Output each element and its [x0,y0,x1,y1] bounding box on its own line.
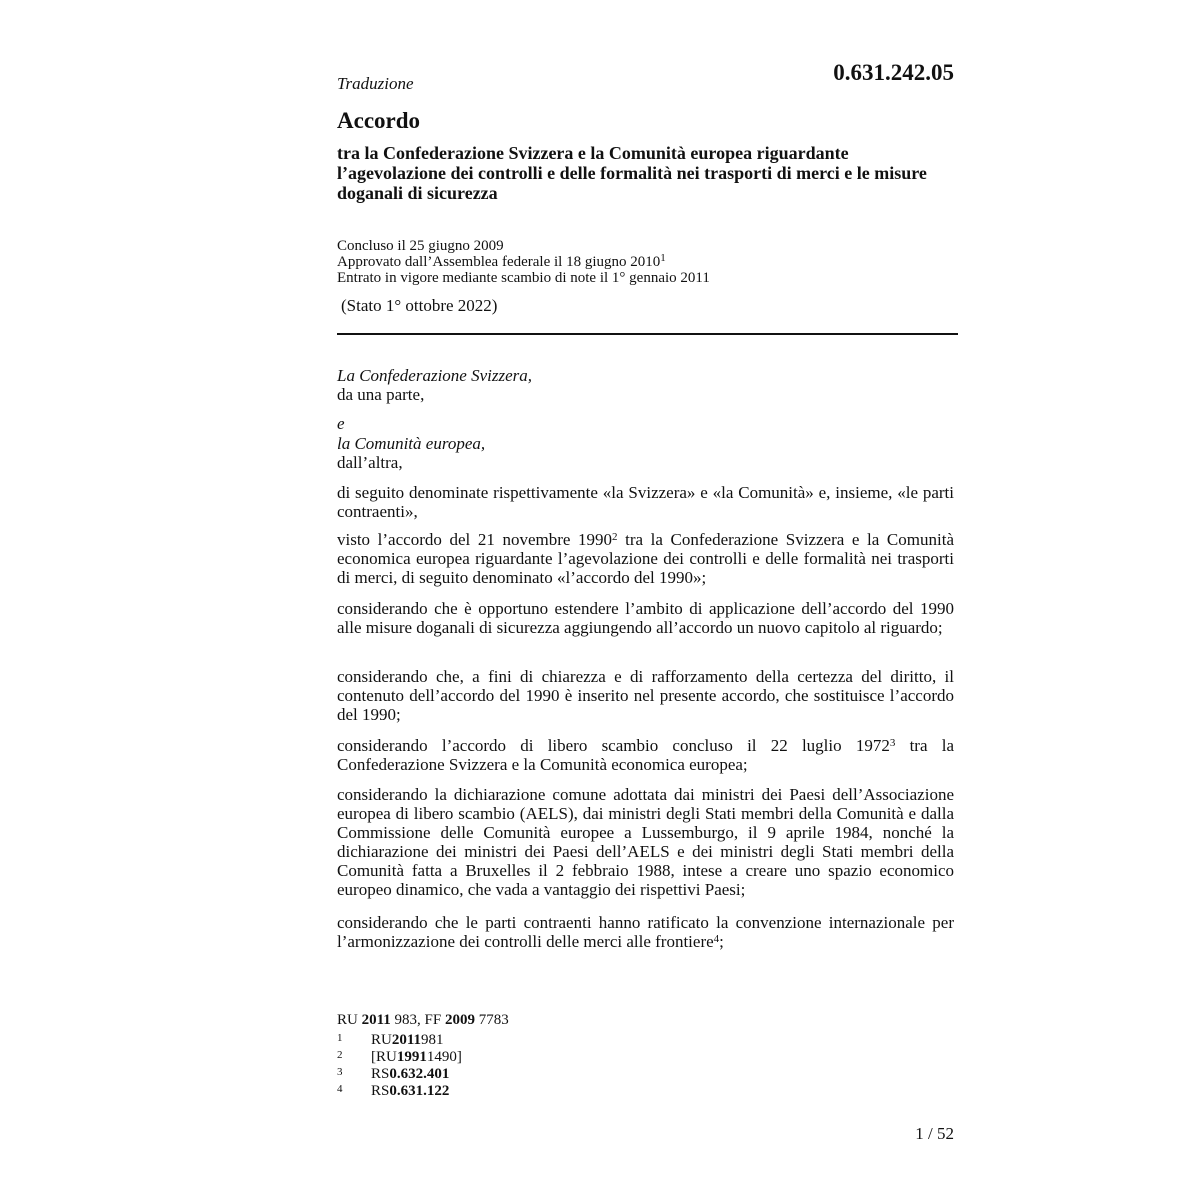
party-community-sub: dall’altra, [337,453,403,472]
footnote-header: RU 2011 983, FF 2009 7783 [337,1012,509,1028]
approved-date: Approvato dall’Assemblea federale il 18 giugno 2010$^1$ [337,252,666,270]
header-divider [337,333,958,335]
footnote-ref: 1 [660,252,666,264]
party-switzerland-sub: da una parte, [337,385,425,404]
footnote-ref: 2 [612,531,618,543]
footnote-item: 2 [RU 1991 1490] [337,1049,462,1065]
document-title: Accordo [337,108,421,133]
preamble-paragraph: considerando che è opportuno estendere l’ambito di applicazione dell’accordo del 1990 alle misure doganali di sicurezza aggiungendo all’accordo un nuovo capitolo al riguardo; [337,599,954,637]
conjunction: e [337,414,345,433]
preamble-paragraph: considerando l’accordo di libero scambio concluso il 22 luglio 1972$^3$ tra la Confederazione Svizzera e la Comunità economica europea; [337,736,954,774]
party-switzerland: La Confederazione Svizzera, [337,366,533,385]
footnote-item: 4 RS 0.631.122 [337,1083,450,1099]
translation-label: Traduzione [337,74,414,93]
document-page [337,0,957,1200]
document-number: 0.631.242.05 [833,60,954,85]
footnote-ref: 4 [713,933,720,945]
preamble-paragraph: visto l’accordo del 21 novembre 1990$^2$ tra la Confederazione Svizzera e la Comunità economica europea riguardante l’agevolazione dei controlli e delle formalità nei trasporti di merci, di seguito denominato «l’accordo del 1990»; [337,530,954,587]
in-force-date: Entrato in vigore mediante scambio di note il 1° gennaio 2011 [337,270,710,286]
concluded-date: Concluso il 25 giugno 2009 [337,238,504,254]
preamble-paragraph: di seguito denominate rispettivamente «la Svizzera» e «la Comunità» e, insieme, «le parti contraenti», [337,483,954,521]
page-number: 1 / 52 [915,1124,954,1143]
footnote-item: 1 RU 2011 981 [337,1032,444,1048]
preamble-paragraph: considerando che le parti contraenti hanno ratificato la convenzione internazionale per l’armonizzazione dei controlli delle merci alle frontiere$^4$; [337,913,954,951]
party-community: la Comunità europea, [337,434,486,453]
preamble-paragraph: considerando la dichiarazione comune adottata dai ministri dei Paesi dell’Associazione europea di libero scambio (AELS), dai ministri degli Stati membri della Comunità e dalla Commissione delle Comunità europee a Lussemburgo, il 9 aprile 1984, nonché la dichiarazione dei ministri dei Paesi dell’AELS e dei ministri degli Stati membri della Comunità fatta a Bruxelles il 2 febbraio 1988, intese a creare uno spazio economico europeo dinamico, che vada a vantaggio dei rispettivi Paesi; [337,785,954,899]
document-metadata [337,238,710,286]
footnote-ref: 3 [889,737,896,749]
footnote-list [337,1032,462,1100]
preamble-paragraph: considerando che, a fini di chiarezza e di rafforzamento della certezza del diritto, il contenuto dell’accordo del 1990 è inserito nel presente accordo, che sostituisce l’accordo del 1990; [337,667,954,724]
status-date: (Stato 1° ottobre 2022) [341,296,498,315]
document-subtitle: tra la Confederazione Svizzera e la Comunità europea riguardante l’agevolazione dei controlli e delle formalità nei trasporti di merci e le misure doganali di sicurezza [337,143,927,203]
footnote-item: 3 RS 0.632.401 [337,1066,450,1082]
